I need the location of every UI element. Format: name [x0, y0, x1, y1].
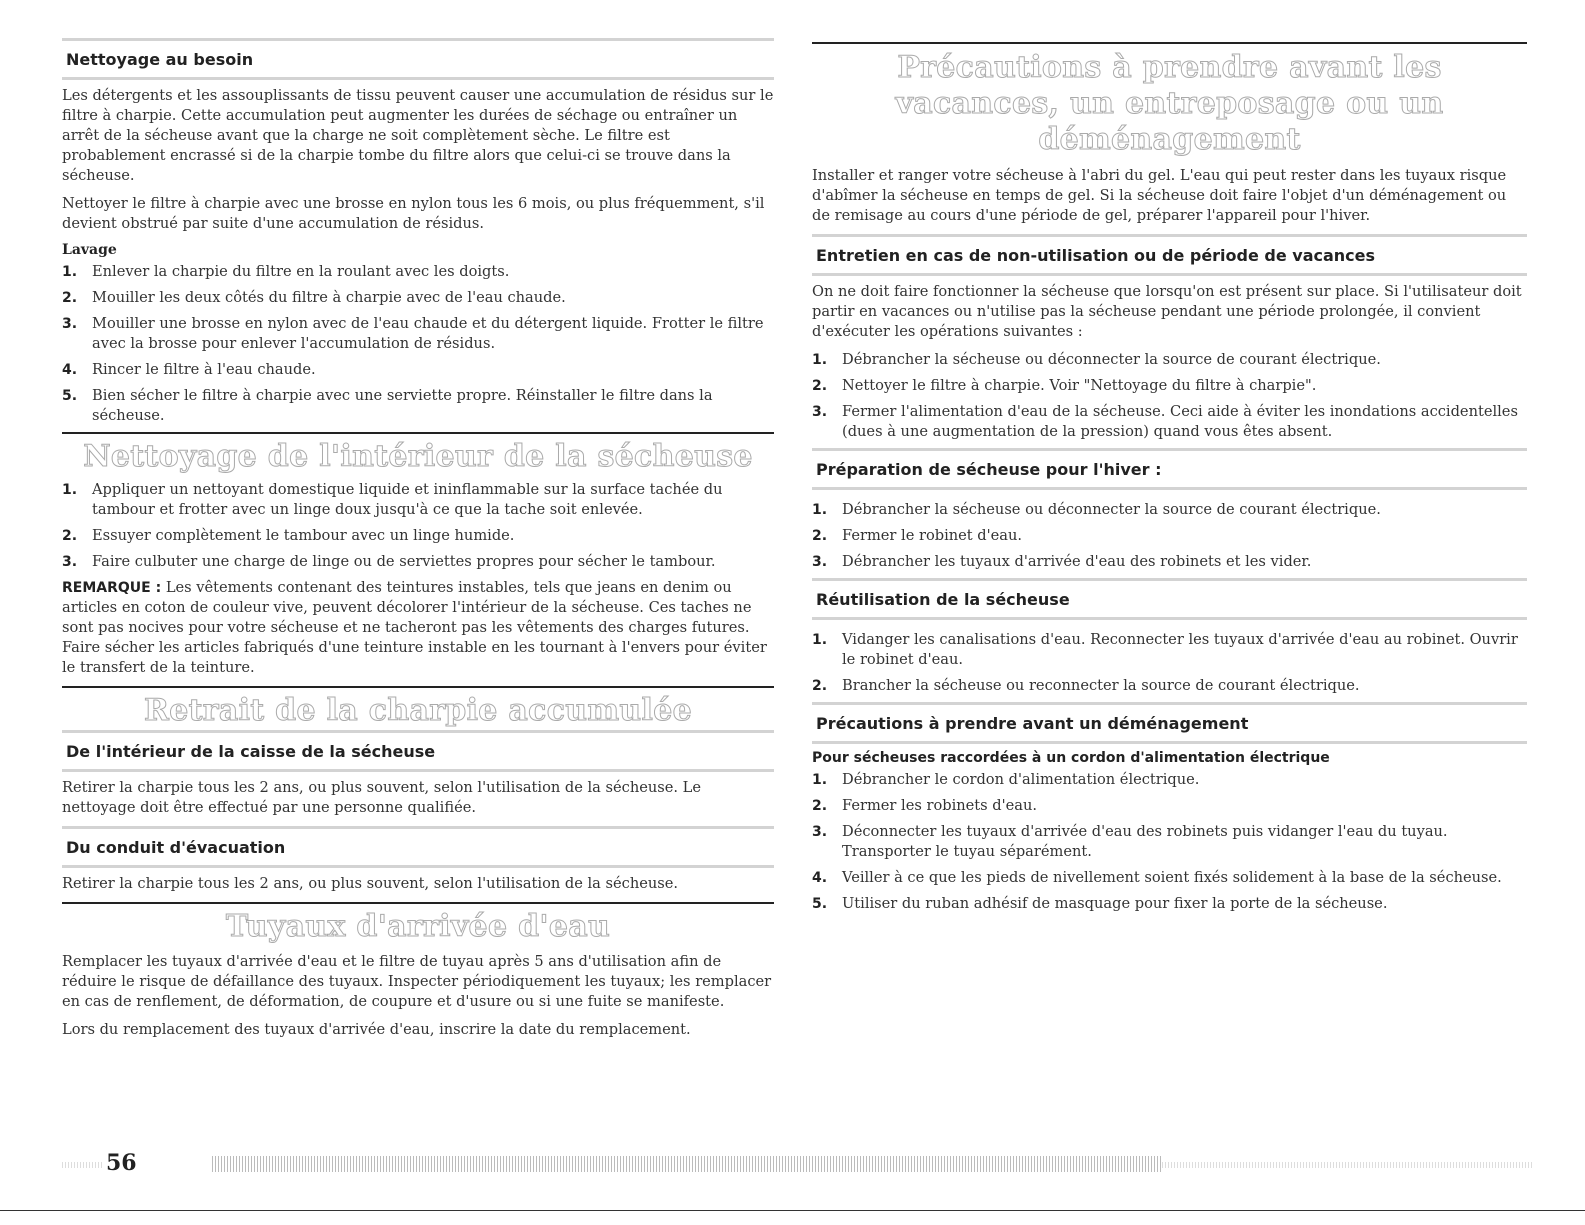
section-heading-demenagement: Précautions à prendre avant un déménagement: [812, 702, 1527, 744]
interieur-steps: [62, 480, 774, 572]
paragraph: Les détergents et les assouplissants de tissu peuvent causer une accumulation de résidus sur le filtre à charpie. Cette accumulation peut augmenter les durées de séchage ou entraîner un arrêt de la sécheuse avant que la charge ne soit complètement sèche. Le filtre est probablement encrassé si de la charpie tombe du filtre alors que celui-ci se trouve dans la sécheuse.: [62, 87, 774, 184]
list-item: 2. Fermer les robinets d'eau.: [812, 797, 1037, 814]
remark-paragraph: REMARQUE : Les vêtements contenant des teintures instables, tels que jeans en denim ou articles en coton de couleur vive, peuvent décolorer l'intérieur de la sécheuse. Ces taches ne sont pas nocives pour votre sécheuse et ne tacheront pas les vêtements des charges futures. Faire sécher les articles fabriqués d'une teinture instable en les tournant à l'envers pour éviter le transfert de la teinture.: [62, 579, 767, 676]
list-item: 3. Déconnecter les tuyaux d'arrivée d'eau des robinets puis vidanger l'eau du tuyau. Transporter le tuyau séparément.: [812, 823, 1448, 860]
right-column: [812, 42, 1527, 920]
entretien-steps: [812, 350, 1527, 442]
reutilisation-steps: [812, 630, 1527, 696]
list-item: 2. Brancher la sécheuse ou reconnecter la source de courant électrique.: [812, 677, 1360, 694]
list-item: 5. Utiliser du ruban adhésif de masquage pour fixer la porte de la sécheuse.: [812, 895, 1388, 912]
footer-rule: [62, 1162, 102, 1168]
section-heading-nettoyage-au-besoin: Nettoyage au besoin: [62, 38, 774, 80]
list-item: 4. Rincer le filtre à l'eau chaude.: [62, 361, 316, 378]
section-heading-caisse: De l'intérieur de la caisse de la sécheuse: [62, 730, 774, 772]
footer-band: [212, 1156, 1162, 1172]
left-column: [62, 38, 774, 1048]
paragraph: Installer et ranger votre sécheuse à l'abri du gel. L'eau qui peut rester dans les tuyaux risque d'abîmer la sécheuse en temps de gel. Si la sécheuse doit faire l'objet d'un déménagement ou de remisage au cours d'une période de gel, préparer l'appareil pour l'hiver.: [812, 167, 1507, 224]
section-heading-reutilisation: Réutilisation de la sécheuse: [812, 578, 1527, 620]
list-item: 2. Nettoyer le filtre à charpie. Voir "Nettoyage du filtre à charpie".: [812, 377, 1317, 394]
list-item: 5. Bien sécher le filtre à charpie avec une serviette propre. Réinstaller le filtre dans la sécheuse.: [62, 387, 713, 424]
heading-nettoyage-interieur: Nettoyage de l'intérieur de la sécheuse: [62, 432, 774, 476]
lavage-steps: [62, 262, 774, 426]
list-item: 1. Vidanger les canalisations d'eau. Reconnecter les tuyaux d'arrivée d'eau au robinet. Ouvrir le robinet d'eau.: [812, 631, 1518, 668]
section-heading-conduit: Du conduit d'évacuation: [62, 826, 774, 868]
page-footer: [62, 1152, 1472, 1176]
heading-tuyaux-arrivee: Tuyaux d'arrivée d'eau: [62, 902, 774, 946]
paragraph: Retirer la charpie tous les 2 ans, ou plus souvent, selon l'utilisation de la sécheuse.: [62, 875, 679, 892]
remark-label: REMARQUE :: [62, 580, 162, 596]
demenagement-label: Pour sécheuses raccordées à un cordon d'alimentation électrique: [812, 750, 1330, 766]
paragraph: Nettoyer le filtre à charpie avec une brosse en nylon tous les 6 mois, ou plus fréquemment, s'il devient obstrué par suite d'une accumulation de résidus.: [62, 195, 765, 232]
bottom-rule: [0, 1210, 1585, 1211]
list-item: 2. Essuyer complètement le tambour avec un linge humide.: [62, 527, 515, 544]
list-item: 1. Débrancher la sécheuse ou déconnecter la source de courant électrique.: [812, 351, 1381, 368]
footer-rule: [1162, 1162, 1532, 1168]
list-item: 4. Veiller à ce que les pieds de nivellement soient fixés solidement à la base de la sécheuse.: [812, 869, 1502, 886]
list-item: 1. Débrancher le cordon d'alimentation électrique.: [812, 771, 1200, 788]
list-item: 3. Débrancher les tuyaux d'arrivée d'eau des robinets et les vider.: [812, 553, 1312, 570]
demenagement-steps: [812, 770, 1527, 914]
paragraph: Remplacer les tuyaux d'arrivée d'eau et le filtre de tuyau après 5 ans d'utilisation afin de réduire le risque de défaillance des tuyaux. Inspecter périodiquement les tuyaux; les remplacer en cas de renflement, de déformation, de coupure et d'usure ou si une fuite se manifeste.: [62, 953, 772, 1010]
list-item: 3. Faire culbuter une charge de linge ou de serviettes propres pour sécher le tambour.: [62, 553, 716, 570]
paragraph: Retirer la charpie tous les 2 ans, ou plus souvent, selon l'utilisation de la sécheuse. Le nettoyage doit être effectué par une personne qualifiée.: [62, 779, 701, 816]
section-heading-preparation-hiver: Préparation de sécheuse pour l'hiver :: [812, 448, 1527, 490]
paragraph: Lors du remplacement des tuyaux d'arrivée d'eau, inscrire la date du remplacement.: [62, 1021, 691, 1038]
list-item: 2. Mouiller les deux côtés du filtre à charpie avec de l'eau chaude.: [62, 289, 566, 306]
list-item: 3. Fermer l'alimentation d'eau de la sécheuse. Ceci aide à éviter les inondations accidentelles (dues à une augmentation de la pression) quand vous êtes absent.: [812, 403, 1518, 440]
list-item: 1. Débrancher la sécheuse ou déconnecter la source de courant électrique.: [812, 501, 1381, 518]
hiver-steps: [812, 500, 1527, 572]
list-item: 1. Appliquer un nettoyant domestique liquide et ininflammable sur la surface tachée du tambour et frotter avec un linge doux jusqu'à ce que la tache soit enlevée.: [62, 481, 723, 518]
lavage-label: Lavage: [62, 242, 117, 258]
list-item: 1. Enlever la charpie du filtre en la roulant avec les doigts.: [62, 263, 510, 280]
heading-precautions-vacances: Précautions à prendre avant les vacances, un entreposage ou un déménagement: [812, 42, 1527, 160]
page-number: 56: [106, 1150, 137, 1176]
paragraph: On ne doit faire fonctionner la sécheuse que lorsqu'on est présent sur place. Si l'utilisateur doit partir en vacances ou n'utilise pas la sécheuse pendant une période prolongée, il convient d'exécuter les opérations suivantes :: [812, 283, 1522, 340]
heading-retrait-charpie: Retrait de la charpie accumulée: [62, 686, 774, 730]
list-item: 3. Mouiller une brosse en nylon avec de l'eau chaude et du détergent liquide. Frotter le filtre avec la brosse pour enlever l'accumulation de résidus.: [62, 315, 764, 352]
section-heading-entretien: Entretien en cas de non-utilisation ou de période de vacances: [812, 234, 1527, 276]
list-item: 2. Fermer le robinet d'eau.: [812, 527, 1023, 544]
